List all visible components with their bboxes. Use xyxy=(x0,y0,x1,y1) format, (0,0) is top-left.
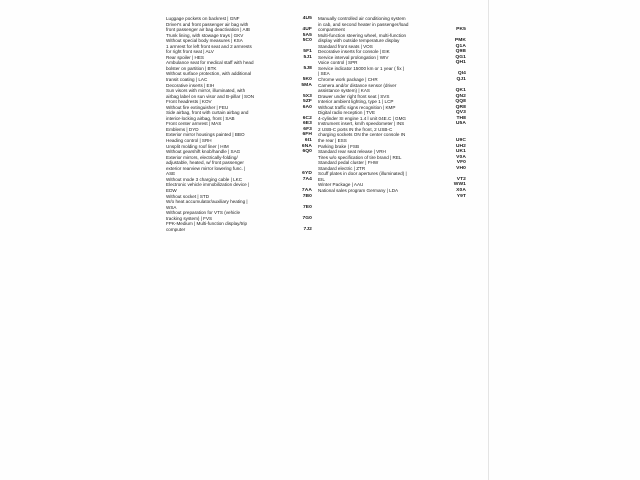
option-code: Y9T xyxy=(456,193,466,199)
option-code: 5MA xyxy=(301,82,312,88)
option-code: 7G0 xyxy=(302,215,312,221)
option-description: Without gearshift knob/handle | SAG xyxy=(166,149,241,155)
option-description: Parking brake | FSB xyxy=(318,143,360,149)
option-row xyxy=(318,33,466,44)
option-row xyxy=(166,88,312,99)
option-description: 1 armrest for left front seat and 2 armrests for right front seat | ALV xyxy=(166,43,252,55)
option-code: X0A xyxy=(456,187,466,193)
option-code: TH8 xyxy=(456,115,466,121)
option-row xyxy=(166,110,312,121)
option-row xyxy=(166,60,312,71)
option-code: 5K0 xyxy=(302,77,312,83)
option-row xyxy=(166,199,312,210)
option-code: VF0 xyxy=(456,160,466,166)
option-code: 6F3 xyxy=(303,126,312,132)
option-code: QR8 xyxy=(455,104,466,110)
option-code: Q1A xyxy=(455,43,466,49)
option-row xyxy=(318,171,466,182)
option-code: 5J1 xyxy=(303,54,312,60)
option-row xyxy=(318,194,466,200)
option-description: Luggage pockets on backrest | GNF xyxy=(166,16,240,21)
option-code: 5X3 xyxy=(302,93,312,99)
option-description: Instrument insert, km/h speedometer | INS xyxy=(318,121,405,127)
option-code: QN2 xyxy=(455,93,466,99)
option-description: Digital radio reception | TVE xyxy=(318,110,376,116)
option-description: 2 USB-C ports IN the front, 2 USB-C charging sockets ON the center console IN the rear | ESS xyxy=(318,126,406,144)
option-row xyxy=(318,127,466,144)
option-row xyxy=(318,16,466,33)
option-code: 5ZF xyxy=(303,99,312,105)
option-code: 6Q0 xyxy=(302,149,312,155)
option-description: Without mode 3 charging cable | LKC xyxy=(166,176,243,182)
option-code: 7E0 xyxy=(302,204,312,210)
option-description: Manually controlled air conditioning system in cab, and second heater in passenger/load compartment xyxy=(318,16,409,33)
option-description: Chrome work package | CHR xyxy=(318,77,378,83)
option-description: W/o heat accumulator/auxiliary heating | WSA xyxy=(166,199,248,210)
option-description: Decorative inserts | EIH xyxy=(166,82,215,88)
option-description: Without preparation for VTS (vehicle tracking system) | FVS xyxy=(166,210,241,221)
option-description: Standard electric | ZTR xyxy=(318,165,366,171)
option-description: Side airbag, front with curtain airbag and interior-locking airbag, front | SAB xyxy=(166,110,249,121)
option-code: QV3 xyxy=(455,110,466,116)
option-description: Exterior mirror housings painted | BBO xyxy=(166,132,245,138)
option-description: Rear spoiler | HES xyxy=(166,54,204,60)
option-description: Driver's and front passenger air bag with front passenger air bag deactivation | AIB xyxy=(166,21,250,33)
option-description: Decorative inserts for console | EIK xyxy=(318,49,390,55)
option-row xyxy=(166,71,312,82)
option-description: Standard rear seat release | VRH xyxy=(318,149,386,155)
option-description: Standard pedal cluster | FHW xyxy=(318,160,379,166)
option-code: 7AA xyxy=(301,187,312,193)
option-description: Winter Package | AAU xyxy=(318,182,364,188)
option-code: 4UF xyxy=(302,27,312,33)
option-description: Front center armrest | MAS xyxy=(166,121,222,127)
option-row xyxy=(318,66,466,77)
option-code: VH0 xyxy=(456,165,466,171)
option-description: Heading control | SRH xyxy=(166,138,212,144)
option-row xyxy=(166,155,312,177)
option-code: QQ8 xyxy=(455,99,466,105)
page-edge-shadow xyxy=(488,0,489,480)
option-code: 6A0 xyxy=(302,104,312,110)
option-code: PMK xyxy=(454,38,466,44)
option-description: Exterior mirrors, electrically-folding/ adjustable, heated, w/ front passenger exterior rearview mirror lowering func. | ASE xyxy=(166,154,246,177)
option-code: U9C xyxy=(455,138,466,144)
option-code: QI4 xyxy=(457,71,466,77)
option-description: Emblems | DYD xyxy=(166,126,199,132)
option-description: Without surface protection, with additional transit coating | LAC xyxy=(166,71,252,83)
option-code: UK1 xyxy=(455,149,466,155)
option-description: Interior ambient lighting, type 1 | LCP xyxy=(318,99,394,105)
option-description: Tires w/o specification of tire brand | REL xyxy=(318,154,402,160)
option-description: Without traffic signs recognition | KMP xyxy=(318,104,396,110)
option-description: Service interval prolongation | WIV xyxy=(318,54,389,60)
option-row xyxy=(166,210,312,221)
option-code: 6C2 xyxy=(302,115,312,121)
option-code: 6E3 xyxy=(302,121,312,127)
option-description: 4-cylinder SI engine 1.4 l unit 04E.C | GMG xyxy=(318,115,407,121)
option-description: Multi-function steering wheel, multi-function display with outside temperature display xyxy=(318,32,407,44)
option-description: Drawer under right front seat | SVS xyxy=(318,93,390,99)
option-row xyxy=(166,182,312,193)
option-code: U5A xyxy=(455,121,466,127)
option-code: VT2 xyxy=(456,176,466,182)
option-row xyxy=(166,221,312,232)
option-code: 6I1 xyxy=(304,138,312,144)
option-description: Without special body measures | KSA xyxy=(166,38,243,44)
option-code: 4U5 xyxy=(302,16,312,21)
option-row xyxy=(166,44,312,55)
option-code: 5J8 xyxy=(303,65,312,71)
option-code: 7B0 xyxy=(302,193,312,199)
option-code: 6NA xyxy=(301,143,312,149)
option-description: Unsplit molding roof liner | HIM xyxy=(166,143,229,149)
option-code: 7J2 xyxy=(303,226,312,232)
option-code: V0A xyxy=(456,154,466,160)
option-code: QJ1 xyxy=(456,77,466,83)
option-description: Camera and/or distance sensor (driver assistance system) | KAS xyxy=(318,82,397,94)
option-row xyxy=(318,83,466,94)
option-description: Voice control | SPR xyxy=(318,60,358,66)
option-code: QG1 xyxy=(455,54,466,60)
option-description: Service indicator 15000 km or 1 year ( fix ) | SEA xyxy=(318,65,405,77)
option-code: 7A4 xyxy=(302,176,312,182)
option-code: 6FH xyxy=(302,132,312,138)
option-code: QH1 xyxy=(455,60,466,66)
option-description: Ambulance seat for medical staff with head bolster on partition | BTK xyxy=(166,60,254,71)
option-description: Standard front seats | VOS xyxy=(318,43,373,49)
option-description: Trunk lining, with stowage trays | GKV xyxy=(166,32,244,38)
option-description: Electronic vehicle immobilization device | EDW xyxy=(166,182,250,193)
option-description: Scuff plates in door apertures (illuminated) | EIL xyxy=(318,171,407,182)
option-code: 5A5 xyxy=(302,32,312,38)
option-code: 5F1 xyxy=(303,49,312,55)
option-row xyxy=(318,188,466,194)
option-code: WW1 xyxy=(453,182,466,188)
option-code: Q9B xyxy=(455,49,466,55)
option-code: 6YD xyxy=(302,171,312,177)
option-description: National sales program Germany | LDA xyxy=(318,187,399,193)
option-description: Without fire extinguisher | FEU xyxy=(166,104,229,110)
option-row xyxy=(166,22,312,33)
option-description: Front headrests | KOV xyxy=(166,99,212,105)
left-option-column xyxy=(166,16,312,232)
right-option-column xyxy=(318,16,466,199)
option-code: PK5 xyxy=(456,27,466,33)
option-code: UH2 xyxy=(455,143,466,149)
option-description: Without socket | STD xyxy=(166,193,210,199)
option-description: FPK-Medium | Multi-function display/trip computer xyxy=(166,221,248,232)
option-description: Sun visors with mirror, illuminated, with airbag label on sun visor and B-pillar | SON xyxy=(166,88,255,99)
option-code: QK1 xyxy=(455,88,466,94)
option-code: 5C0 xyxy=(302,38,312,44)
